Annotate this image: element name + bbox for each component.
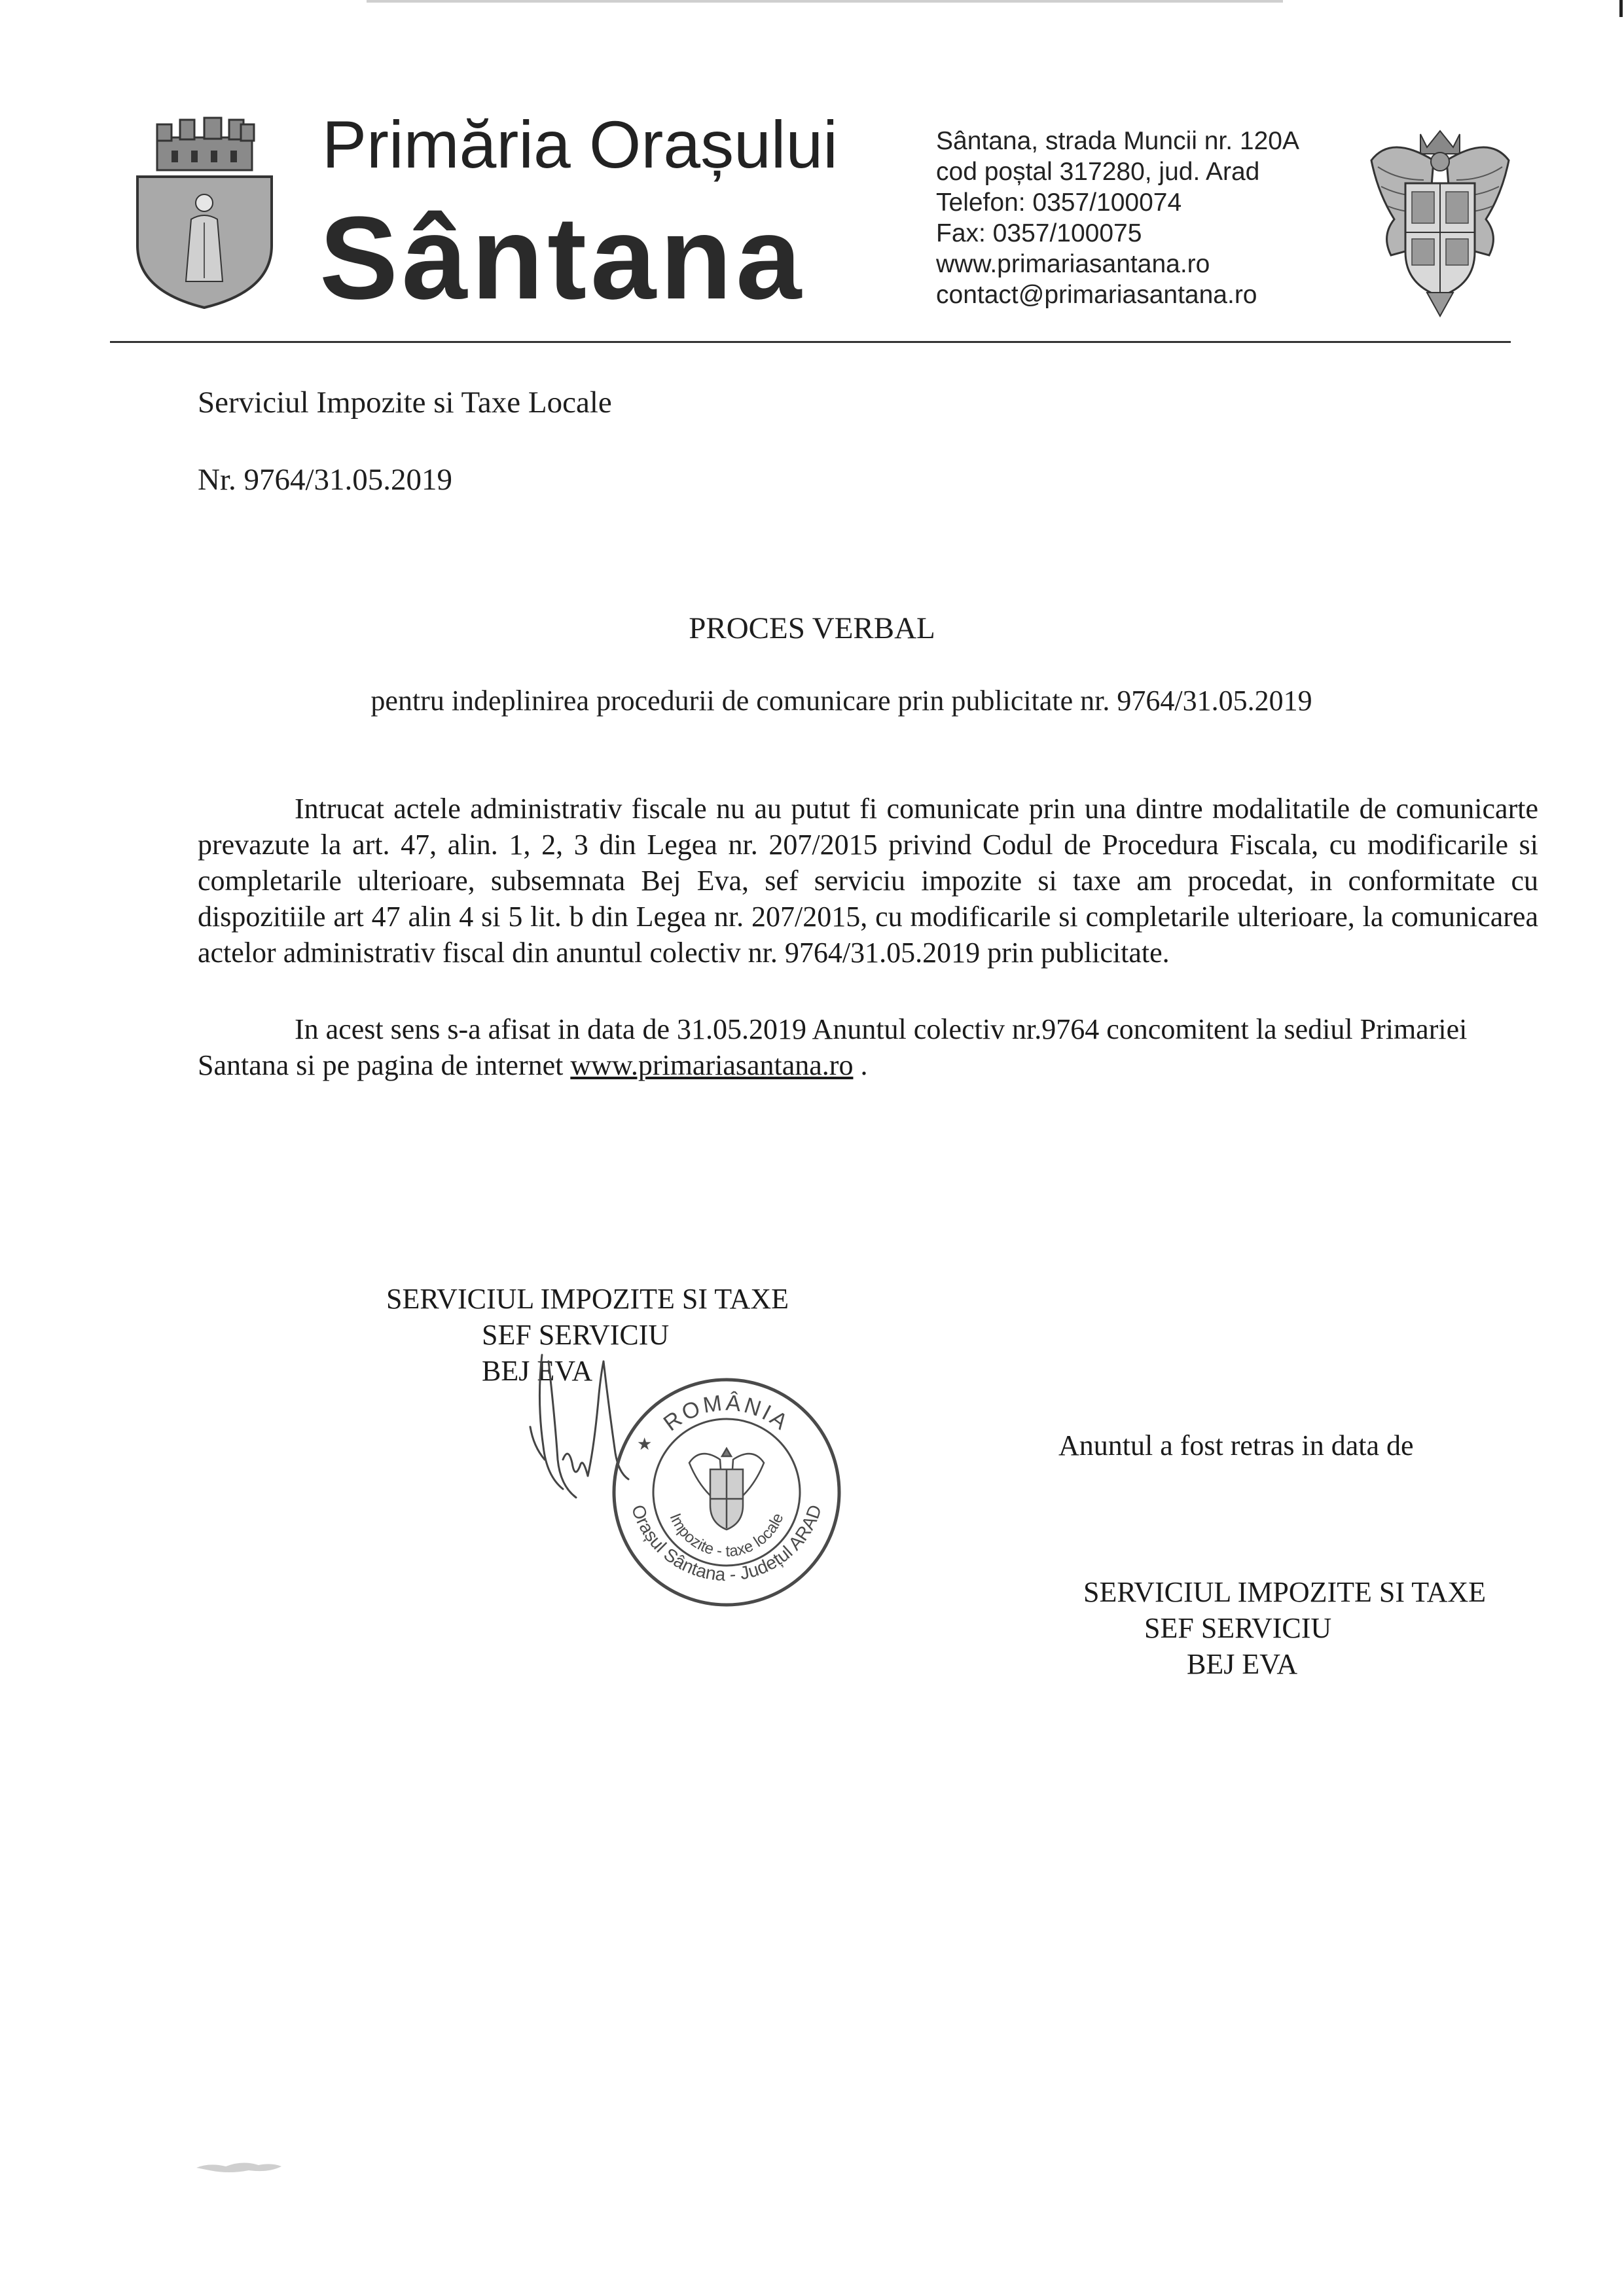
- scan-edge-top: [367, 0, 1283, 3]
- contact-phone: Telefon: 0357/100074: [936, 188, 1182, 217]
- paragraph-2-text: In acest sens s-a afisat in data de 31.05.2019 Anuntul colectiv nr.9764 concomitent la sediul Primariei Santana si pe pagina de internet: [198, 1013, 1468, 1081]
- paragraph-2-end: .: [853, 1049, 868, 1081]
- romania-coat-of-arms-icon: [1365, 121, 1515, 317]
- department-name: Serviciul Impozite si Taxe Locale: [198, 386, 612, 420]
- contact-postal-code: cod poștal 317280, jud. Arad: [936, 158, 1260, 186]
- document-subtitle: pentru indeplinirea procedurii de comunicare prin publicitate nr. 9764/31.05.2019: [370, 685, 1312, 717]
- contact-website: www.primariasantana.ro: [936, 250, 1210, 278]
- header-city-name: Sântana: [319, 192, 806, 324]
- header-divider: [110, 341, 1511, 343]
- stamp-text-outer: Orașul Sântana - Județul ARAD: [627, 1502, 826, 1585]
- contact-email: contact@primariasantana.ro: [936, 281, 1257, 309]
- contact-fax: Fax: 0357/100075: [936, 219, 1142, 247]
- stamp-coat-of-arms-icon: [689, 1448, 764, 1530]
- signature-block-right: [1083, 1574, 1486, 1682]
- signature-right-department: SERVICIUL IMPOZITE SI TAXE: [1083, 1576, 1487, 1608]
- signature-left-department: SERVICIUL IMPOZITE SI TAXE: [386, 1283, 789, 1315]
- document-title: PROCES VERBAL: [689, 611, 935, 645]
- city-coat-of-arms-icon: [131, 115, 278, 311]
- website-link[interactable]: www.primariasantana.ro: [570, 1049, 854, 1081]
- body-paragraph-2: [198, 1011, 1538, 1083]
- withdrawn-note: Anuntul a fost retras in data de: [1058, 1429, 1414, 1462]
- signature-right-name: BEJ EVA: [1187, 1648, 1298, 1680]
- signature-left-role: SEF SERVICIU: [482, 1319, 670, 1351]
- signature-right-role: SEF SERVICIU: [1144, 1612, 1332, 1644]
- registration-number: Nr. 9764/31.05.2019: [198, 463, 453, 497]
- stamp-text-inner: Impozite - taxe locale: [666, 1510, 787, 1560]
- scan-edge-right: [1619, 0, 1623, 17]
- header-institution-line: Primăria Orașului: [322, 107, 838, 182]
- stamp-text-top: ROMÂNIA: [659, 1390, 795, 1437]
- svg-text:★: ★: [637, 1435, 653, 1454]
- svg-text:ROMÂNIA: [659, 1390, 794, 1436]
- official-round-stamp: [605, 1371, 848, 1613]
- signature-left-name: BEJ EVA: [482, 1355, 593, 1387]
- contact-address: Sântana, strada Muncii nr. 120A: [936, 127, 1300, 155]
- body-paragraph-1: Intrucat actele administrativ fiscale nu au putut fi comunicate prin una dintre modalitatile de comunicarte prevazute la art. 47, alin. 1, 2, 3 din Legea nr. 207/2015 privind Codul de Procedura Fiscala, cu modificarile si completarile ulterioare, subsemnata Bej Eva, sef serviciu impozite si taxe am procedat, in conformitate cu dispozitiile art 47 alin 4 si 5 lit. b din Legea nr. 207/2015, cu modificarile si completarile ulterioare, la comunicarea actelor administrativ fiscal din anuntul colectiv nr. 9764/31.05.2019 prin publicitate.: [198, 793, 1538, 969]
- scan-smudge: [196, 2159, 281, 2176]
- contact-block: [936, 126, 1299, 310]
